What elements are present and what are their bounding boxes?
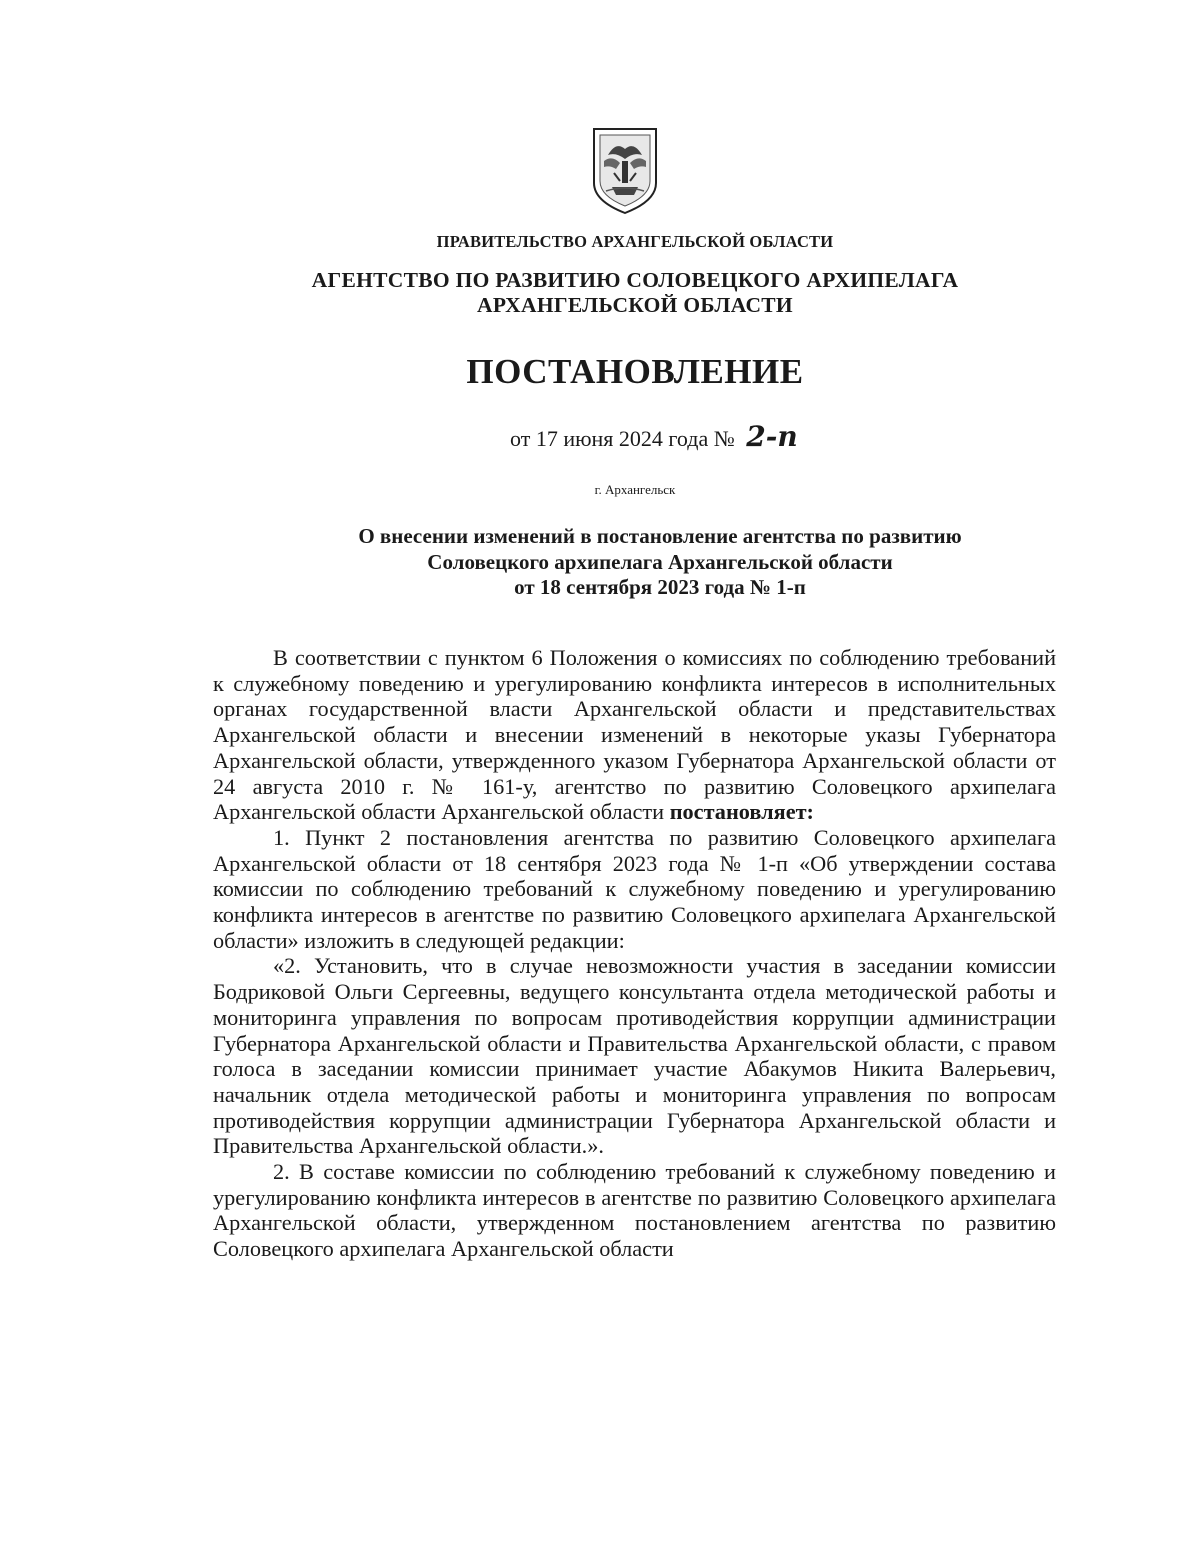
subject-line2: Соловецкого архипелага Архангельской области bbox=[427, 549, 893, 574]
city-label: г. Архангельск bbox=[594, 482, 676, 497]
preamble-paragraph bbox=[213, 645, 1056, 825]
document-subject bbox=[250, 524, 1070, 601]
coat-of-arms-emblem bbox=[590, 125, 660, 215]
clause-2-paragraph: 2. В составе комиссии по соблюдению требований к служебному поведению и урегулированию конфликта интересов в агентстве по развитию Соловецкого архипелага Архангельской области, утвержденном постановлением агентства по развитию Соловецкого архипелага Архангельской области bbox=[213, 1159, 1056, 1262]
agency-title bbox=[0, 268, 1200, 318]
government-title: ПРАВИТЕЛЬСТВО АРХАНГЕЛЬСКОЙ ОБЛАСТИ bbox=[436, 232, 834, 251]
preamble-text: В соответствии с пунктом 6 Положения о комиссиях по соблюдению требований к служебному поведению и урегулированию конфликта интересов в исполнительных органах государственной власти Архангельской области и представительствах Архангельской области и внесении изменений в некоторые указы Губернатора Архангельской области, утвержденного указом Губернатора Архангельской области от 24 августа 2010 г. № 161-у, агентство по развитию Соловецкого архипелага Архангельской области Архангельской области bbox=[213, 645, 1056, 825]
clause-1-paragraph: 1. Пункт 2 постановления агентства по развитию Соловецкого архипелага Архангельской области от 18 сентября 2023 года № 1-п «Об утверждении состава комиссии по соблюдению требований к служебному поведению и урегулированию конфликта интересов в агентстве по развитию Соловецкого архипелага Архангельской области» изложить в следующей редакции: bbox=[213, 824, 1056, 953]
document-type-heading: ПОСТАНОВЛЕНИЕ bbox=[466, 352, 804, 391]
resolves-keyword: постановляет: bbox=[669, 799, 814, 825]
subject-line1: О внесении изменений в постановление агентства по развитию bbox=[358, 524, 962, 548]
agency-title-line2: АРХАНГЕЛЬСКОЙ ОБЛАСТИ bbox=[477, 293, 793, 317]
document-date: от 17 июня 2024 года № bbox=[510, 426, 735, 451]
document-body bbox=[213, 645, 1056, 1262]
date-number-line bbox=[510, 420, 798, 453]
clause-1-new-wording-paragraph: «2. Установить, что в случае невозможности участия в заседании комиссии Бодриковой Ольги Сергеевны, ведущего консультанта отдела методической работы и мониторинга управления по вопросам противодействия коррупции администрации Губернатора Архангельской области и Правительства Архангельской области, с правом голоса в заседании комиссии принимает участие Абакумов Никита Валерьевич, начальник отдела методической работы и мониторинга управления по вопросам противодействия коррупции администрации Губернатора Архангельской области и Правительства Архангельской области.». bbox=[213, 953, 1056, 1159]
subject-line3: от 18 сентября 2023 года № 1-п bbox=[514, 575, 806, 599]
document-number-handwritten: 2-п bbox=[746, 420, 798, 453]
agency-title-line1: АГЕНТСТВО ПО РАЗВИТИЮ СОЛОВЕЦКОГО АРХИПЕЛАГА bbox=[311, 268, 959, 292]
